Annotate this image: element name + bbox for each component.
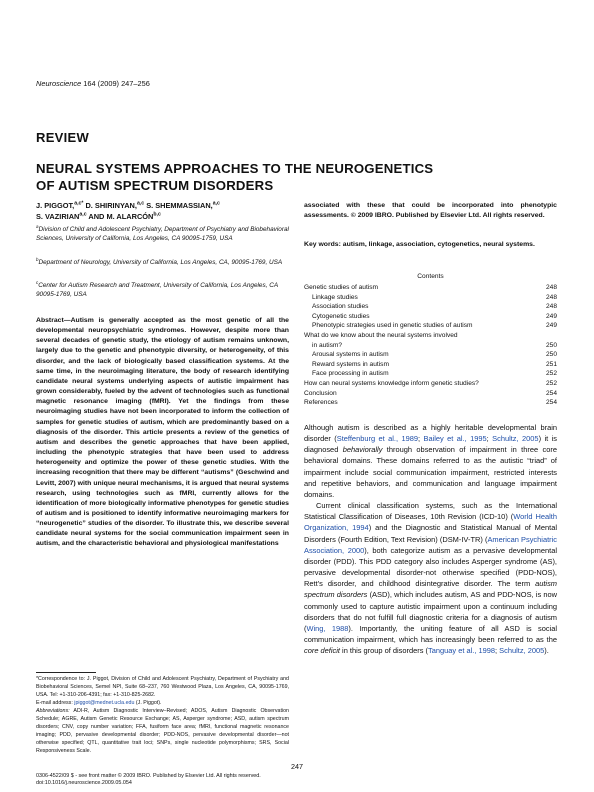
abstract-text: Abstract—Autism is generally accepted as the most genetic of all the developmental neuropsychiatric syndromes. However, despite more than several decades of genetic study, the etiology of autism remains unknown, largely due to the genetic and phenotypic diversity, or heterogeneity, of this disorder, and the lack of biologically based classification systems. At the same time, in the neuroimaging literature, the body of research identifying candidate neural systems underlying aspects of autistic impairment has grown considerably, fueled by the advent of technologies such as functional magnetic resonance imaging (fMRI). Yet the findings from these neuroimaging studies have not been incorporated to inform the collection of samples for genetic studies of autism, which are predominantly based on a diagnosis of the disorder. This article presents a review of the genetics of autism and describes the genetic approaches that have been applied, including the phenotypic strategies that have been used to address heterogeneity and optimize the power of these genetic studies. With the increasing recognition that there may be different “autisms” (Geschwind and Levitt, 2007) with unique neural mechanisms, it is argued that neural systems research, using technologies such as fMRI, currently allows for the identification of more biologically informative phenotypes for genetic studies of autism and is positioned to identify informative neuroimaging markers for “neurogenetic” studies of the disorder. To illustrate this, we describe several candidate neural systems for the social communication impairment seen in autism, and the characteristic behavioral and physiological manifestations	[36, 317, 289, 548]
copyright-block	[36, 773, 261, 788]
email-link[interactable]: jpiggot@mednet.ucla.edu	[74, 700, 135, 707]
author-name: D. SHIRINYAN,	[83, 201, 137, 210]
email-tail: (J. Piggot).	[134, 700, 162, 707]
toc-entry-page: 250	[545, 341, 557, 349]
author-name: S. SHEMMASSIAN,	[144, 201, 213, 210]
text-run: ) it is diagnosed	[304, 434, 557, 455]
author-sup: a,c	[79, 211, 87, 218]
abbreviations-label: Abbreviations:	[36, 708, 70, 715]
contents-title: Contents	[417, 273, 444, 280]
toc-entry[interactable]	[304, 312, 557, 322]
abbreviations-text: ADI-R, Autism Diagnostic Interview–Revised; ADOS, Autism Diagnostic Observation Schedule; AGRE, Autism Genetic Resource Exchange; AS, Asperger syndrome; ASD, autism spectrum disorders; CNV, copy number variation; FFA, fusiform face area; fMRI, functional magnetic resonance imaging; PDD, pervasive developmental disorder; PDD-NOS, pervasive developmental disorder—not otherwise specified; QTL, quantitative trait loci; SNPs, single nucleotide polymorphisms; SRS, Social Responsiveness Scale.	[36, 708, 289, 755]
toc-entry-page: 249	[545, 312, 557, 320]
toc-entry-page: 251	[545, 360, 557, 368]
toc-entry-label: Phenotypic strategies used in genetic studies of autism	[312, 322, 473, 330]
toc-entry[interactable]	[304, 398, 557, 408]
toc-entry-label: Reward systems in autism	[312, 360, 389, 368]
citation-link[interactable]: American Psychiatric Association, 2000	[304, 534, 557, 555]
text-run: Although autism is described as a highly heritable developmental brain disorder (	[304, 423, 557, 444]
affiliation-sup: a	[36, 223, 39, 229]
toc-entry-label: Arousal systems in autism	[312, 351, 389, 359]
citation-link[interactable]: Bailey et al., 1995	[423, 434, 487, 444]
toc-entry-page: 248	[545, 303, 557, 311]
journal-name: Neuroscience	[36, 79, 82, 88]
text-run: ;	[418, 434, 424, 444]
journal-volume: 164 (2009) 247–256	[83, 79, 150, 88]
text-run: ), both categorize autism as a pervasive developmental disorder (PDD). This PDD category also includes Asperger syndrome (AS), pervasive developmental disorder-not otherwise specified (PDD-NOS), Rett’s disorder, and childhood disintegrative disorder. The term	[304, 545, 557, 589]
toc-entry-page: 252	[545, 370, 557, 378]
toc-entry-page: 248	[545, 284, 557, 291]
toc-entry-page: 248	[545, 293, 557, 301]
toc-entry[interactable]	[304, 293, 557, 303]
body-paragraph	[304, 500, 557, 656]
article-title	[36, 160, 476, 194]
toc-entry[interactable]	[304, 389, 557, 399]
affiliation-text: Division of Child and Adolescent Psychiatry, Department of Psychiatry and Biobehavioral Sciences, University of California, Los Angeles, CA 90095-1759, USA	[36, 226, 289, 243]
text-run: through observation of impairment in three core behavioral domains. These domains referred to as the autistic “triad” of impairment include social communication impairment, restricted interests and repetitive behaviors, and communication and language impairment domains.	[304, 445, 557, 499]
body-paragraph	[304, 422, 557, 500]
citation-link[interactable]: Schultz, 2005	[499, 646, 545, 656]
article-title-line: OF AUTISM SPECTRUM DISORDERS	[36, 178, 274, 193]
keywords: Key words: autism, linkage, association, cytogenetics, neural systems.	[304, 241, 535, 248]
author-sup: a,c*	[74, 200, 84, 207]
affiliation-sup: b	[36, 256, 39, 262]
emphasis: core deficit	[304, 646, 340, 656]
toc-entry-label: References	[304, 399, 338, 407]
affiliation-text: Department of Neurology, University of California, Los Angeles, CA, 90095-1769, USA	[38, 259, 283, 266]
toc-entry-label: Cytogenetic studies	[312, 312, 370, 320]
toc-entry[interactable]	[304, 283, 557, 293]
footnote	[36, 675, 289, 755]
text-run: ;	[495, 646, 500, 656]
text-run: ) and the Diagnostic and Statistical Manual of Mental Disorders (Fourth Edition, Text Revision) (DSM-IV-TR) (	[304, 523, 557, 544]
author-name: J. PIGGOT,	[36, 201, 75, 210]
toc-entry[interactable]	[304, 369, 557, 379]
email-label: E-mail address:	[36, 700, 75, 707]
affiliation	[36, 258, 289, 267]
toc-entry[interactable]	[304, 302, 557, 312]
section-label: REVIEW	[36, 130, 90, 145]
toc-entry-label: Face processing in autism	[312, 370, 389, 378]
toc-entry[interactable]	[304, 321, 557, 331]
affiliation	[36, 281, 289, 299]
copyright-line: 0306-4522/09 $ - see front matter © 2009 IBRO. Published by Elsevier Ltd. All rights reserved.	[36, 773, 261, 779]
author-sup: a,c	[212, 200, 220, 207]
toc-entry-label: Linkage studies	[312, 293, 358, 301]
doi-line: doi:10.1016/j.neuroscience.2009.05.054	[36, 780, 132, 787]
author-list	[36, 201, 291, 222]
toc-entry-page	[537, 331, 557, 341]
toc-entry-page: 249	[545, 322, 557, 330]
citation-link[interactable]: Tanguay et al., 1998	[428, 646, 496, 656]
citation-link[interactable]: Wing, 1988	[306, 623, 349, 633]
author-name: AND M. ALARCÓN	[86, 211, 154, 221]
text-run: ). Importantly, the uniting feature of all ASD is social communication impairment, which has increasingly been referred to as the	[304, 623, 557, 644]
toc-entry[interactable]	[304, 350, 557, 360]
table-of-contents	[304, 283, 557, 408]
text-run: ).	[544, 646, 549, 656]
emphasis: behaviorally	[342, 445, 383, 455]
abstract	[36, 316, 289, 550]
toc-entry-label: How can neural systems knowledge inform genetic studies?	[304, 379, 479, 387]
body-text	[304, 422, 557, 656]
toc-entry[interactable]	[304, 341, 557, 351]
toc-entry[interactable]	[304, 331, 557, 341]
author-sup: b,c	[153, 211, 161, 218]
abbreviations	[36, 707, 289, 755]
journal-header	[36, 79, 150, 88]
toc-entry-label: Genetic studies of autism	[304, 284, 379, 291]
toc-entry-label: in autism?	[312, 341, 343, 349]
text-run: in this group of disorders (	[339, 646, 429, 656]
citation-link[interactable]: Steffenburg et al., 1989	[336, 434, 418, 444]
toc-entry[interactable]	[304, 360, 557, 370]
affiliation-sup: c	[36, 279, 39, 285]
text-run: (ASD), which includes autism, AS and PDD-NOS, is now commonly used to capture autistic impairment upon a continuum including disorders that do not fulfill full diagnostic criteria for a diagnosis of autism (	[304, 590, 557, 633]
footnote-divider	[36, 672, 96, 673]
toc-entry-label: Association studies	[312, 303, 369, 311]
text-run: ;	[486, 434, 493, 444]
affiliation	[36, 225, 289, 243]
abstract-continuation: associated with these that could be incorporated into phenotypic assessments. © 2009 IBRO. Published by Elsevier Ltd. All rights reserved.	[304, 202, 557, 220]
toc-entry-page: 254	[545, 389, 557, 397]
author-name: S. VAZIRIAN	[36, 211, 80, 221]
email-line	[36, 699, 289, 707]
citation-link[interactable]: World Health Organization, 1994	[304, 512, 558, 533]
affiliation-text: Center for Autism Research and Treatment, University of California, Los Angeles, CA 90095-1769, USA	[36, 282, 278, 299]
emphasis: autism spectrum disorders	[304, 579, 557, 600]
page-number: 247	[291, 762, 303, 771]
article-title-line: NEURAL SYSTEMS APPROACHES TO THE NEUROGENETICS	[36, 161, 434, 176]
text-run: Current clinical classification systems, such as the International Statistical Classification of Diseases, 10th Revision (ICD-10) (	[304, 501, 557, 522]
citation-link[interactable]: Schultz, 2005	[492, 434, 539, 444]
author-sup: a,c	[136, 200, 145, 207]
toc-entry-label: Conclusion	[304, 389, 337, 397]
toc-entry-page: 252	[545, 379, 557, 387]
toc-entry-page: 250	[545, 351, 557, 359]
toc-entry-label: What do we know about the neural systems involved	[304, 331, 458, 339]
correspondence-note: *Correspondence to: J. Piggot, Division of Child and Adolescent Psychiatry, Department of Psychiatry and Biobehavioral Sciences, Semel NPI, Suite 68–237, 760 Westwood Plaza, Los Angeles, CA, 90095-1769, USA. Tel: +1-310-206-4391; fax: +1-310-825-2682.	[36, 676, 289, 699]
toc-entry-page: 254	[545, 399, 557, 407]
toc-entry[interactable]	[304, 379, 557, 389]
